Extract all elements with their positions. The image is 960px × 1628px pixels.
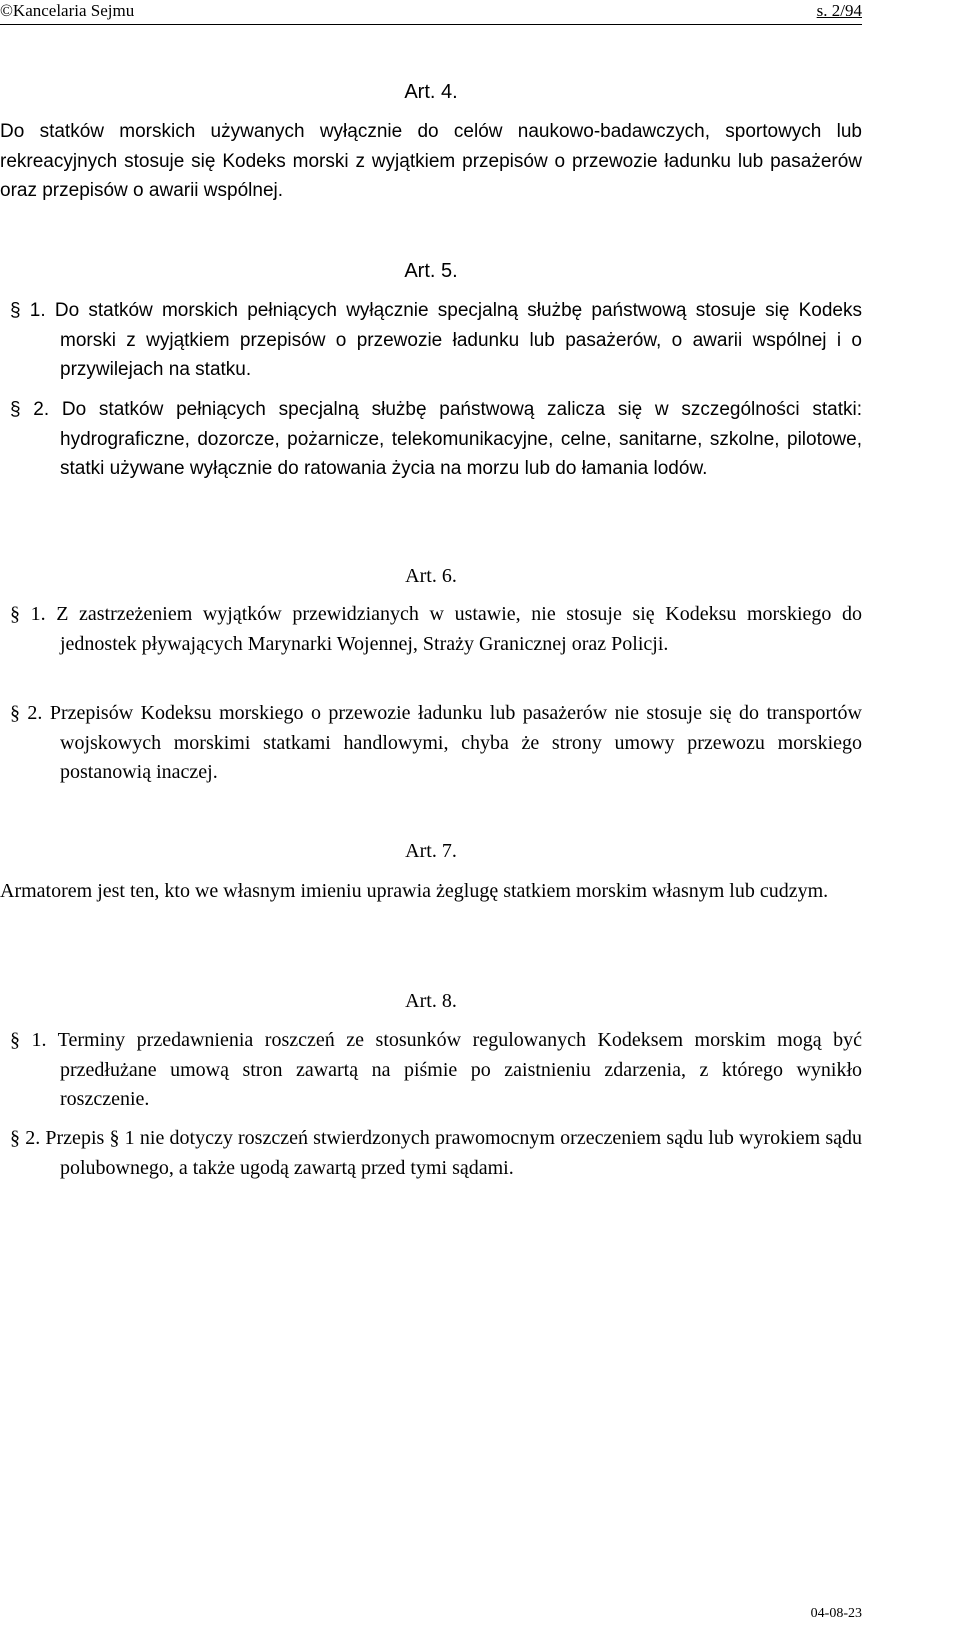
- article-4-text: Do statków morskich używanych wyłącznie do celów naukowo-badawczych, sportowych lub rekreacyjnych stosuje się Kodeks morski z wyjątkiem przepisów o przewozie ładunku lub pasażerów oraz przepisów o awarii wspólnej.: [0, 121, 862, 201]
- article-5-title: Art. 5.: [404, 260, 458, 282]
- article-8-par-1: § 1. Terminy przedawnienia roszczeń ze stosunków regulowanych Kodeksem morskim mogą być przedłużane umową stron zawartą na piśmie po zaistnieniu zdarzenia, z którego wynikło roszczenie.: [10, 1029, 862, 1110]
- article-6-par-1: § 1. Z zastrzeżeniem wyjątków przewidzianych w ustawie, nie stosuje się Kodeksu morskiego do jednostek pływających Marynarki Wojennej, Straży Granicznej oraz Policji.: [10, 603, 862, 655]
- header-publisher: ©Kancelaria Sejmu: [0, 1, 135, 20]
- footer-date: 04-08-23: [810, 1606, 862, 1621]
- page-header: [0, 0, 862, 25]
- article-7-text: Armatorem jest ten, kto we własnym imieniu uprawia żeglugę statkiem morskim własnym lub cudzym.: [0, 880, 829, 902]
- article-8-title: Art. 8.: [405, 990, 457, 1012]
- article-6-par-2: § 2. Przepisów Kodeksu morskiego o przewozie ładunku lub pasażerów nie stosuje się do transportów wojskowych morskimi statkami handlowymi, chyba że strony umowy przewozu morskiego postanowią inaczej.: [10, 702, 862, 783]
- article-6-title: Art. 6.: [405, 565, 457, 587]
- article-4-title: Art. 4.: [404, 81, 458, 103]
- article-5-par-1: § 1. Do statków morskich pełniących wyłącznie specjalną służbę państwową stosuje się Kodeks morski z wyjątkiem przepisów o przewozie ładunku lub pasażerów, o awarii wspólnej i o przywilejach na statku.: [10, 300, 862, 380]
- article-8-par-2: § 2. Przepis § 1 nie dotyczy roszczeń stwierdzonych prawomocnym orzeczeniem sądu lub wyrokiem sądu polubownego, a także ugodą zawartą przed tymi sądami.: [10, 1127, 862, 1179]
- article-5-par-2: § 2. Do statków pełniących specjalną służbę państwową zalicza się w szczególności statki: hydrograficzne, dozorcze, pożarnicze, telekomunikacyjne, celne, sanitarne, szkolne, pilotowe, statki używane wyłącznie do ratowania życia na morzu lub do łamania lodów.: [10, 399, 862, 479]
- article-7-title: Art. 7.: [405, 840, 457, 862]
- header-page-number[interactable]: s. 2/94: [816, 1, 862, 20]
